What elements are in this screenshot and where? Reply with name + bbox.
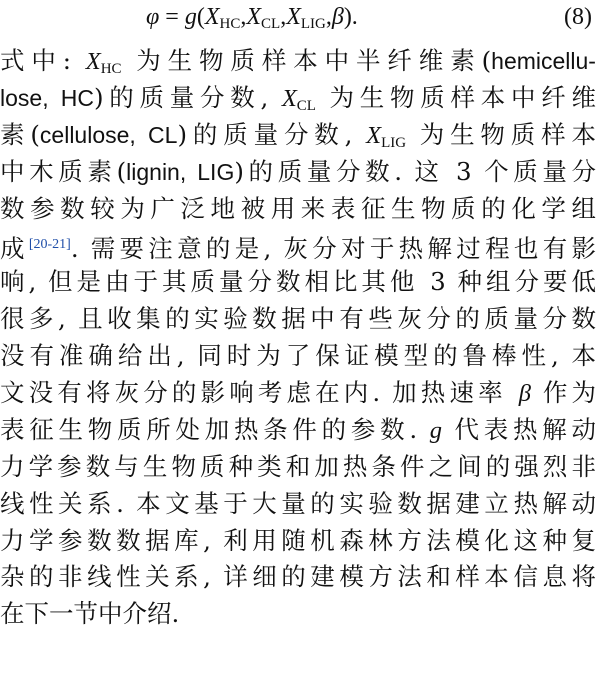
text-line: 没有准确给出, 同时为了保证模型的鲁棒性, 本 <box>0 341 596 371</box>
equation-expression: $\varphi = g(X_{HC},X_{CL},X_{LIG},\beta)$. <box>146 4 358 32</box>
equation-number: (8) <box>564 4 592 30</box>
citation-link[interactable]: [20-21] <box>28 237 71 253</box>
text-line: 力学参数数据库, 利用随机森林方法模化这种复 <box>0 525 596 555</box>
var-g: g <box>429 416 442 444</box>
var-x-hc: $X_{HC}$ <box>85 48 122 77</box>
text-line: 线性关系. 本文基于大量的实验数据建立热解动 <box>0 488 596 518</box>
text-line: 表征生物质所处加热条件的参数. g 代表热解动 <box>0 414 596 444</box>
text-line: 数参数较为广泛地被用来表征生物质的化学组 <box>0 193 596 223</box>
text-line: 文没有将灰分的影响考虑在内. 加热速率 β 作为 <box>0 378 596 408</box>
text-line: 力学参数与生物质种类和加热条件之间的强烈非 <box>0 451 596 481</box>
text-line: 响, 但是由于其质量分数相比其他 3 种组分要低 <box>0 267 596 297</box>
text-line: 中木质素(lignin, LIG)的质量分数. 这 3 个质量分 <box>0 156 596 186</box>
text-line: 很多, 且收集的实验数据中有些灰分的质量分数 <box>0 304 596 334</box>
text-line: lose, HC)的质量分数, $X_{CL}$ 为生物质样本中纤维 <box>0 82 596 114</box>
var-x-lig: $X_{LIG}$ <box>366 121 407 151</box>
text-line: 在下一节中介绍. <box>0 599 180 629</box>
var-beta: β <box>518 380 531 408</box>
text-line: 杂的非线性关系, 详细的建模方法和样本信息将 <box>0 562 596 592</box>
equation-8 <box>0 0 600 44</box>
text-line: 成[20-21]. 需要注意的是, 灰分对于热解过程也有影 <box>0 234 596 264</box>
text-line: 素(cellulose, CL)的质量分数, $X_{LIG}$ 为生物质样本 <box>0 119 596 151</box>
var-x-cl: $X_{CL}$ <box>281 84 316 114</box>
text-line: 式中: $X_{HC}$ 为生物质样本中半纤维素(hemicellu- <box>0 46 596 77</box>
body-paragraph <box>0 43 596 633</box>
